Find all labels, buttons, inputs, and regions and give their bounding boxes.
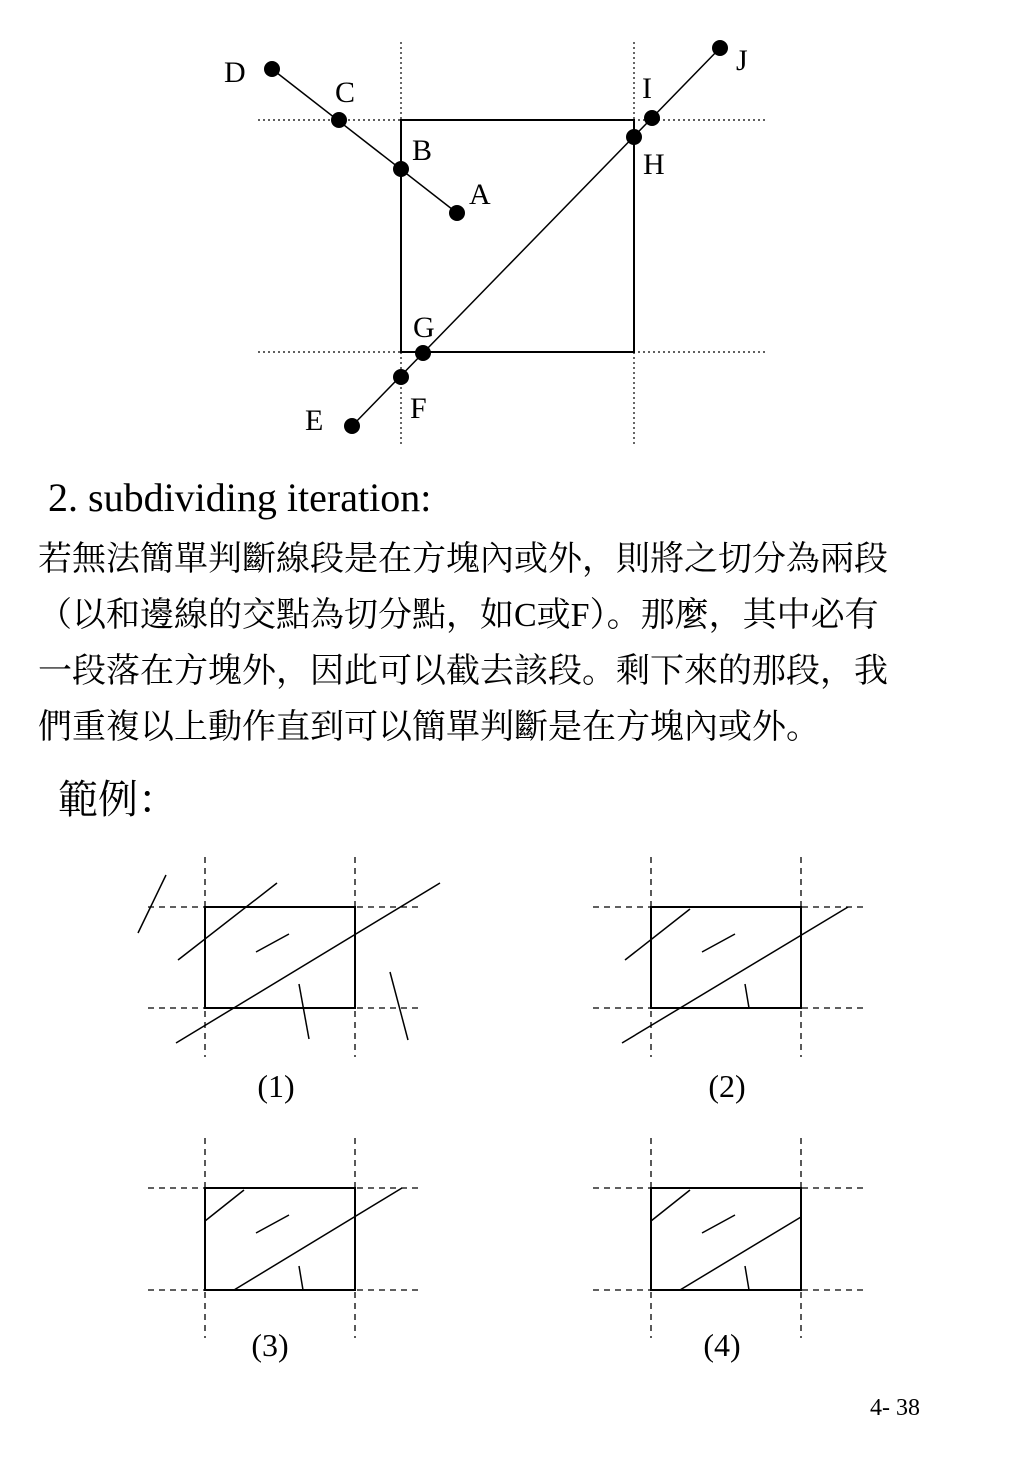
- paragraph-line: （以和邊線的交點為切分點，如C或F）。那麼，其中必有: [38, 597, 879, 634]
- section-heading: 2. subdividing iteration:: [48, 475, 432, 520]
- point-I: [644, 110, 660, 126]
- point-E: [344, 418, 360, 434]
- label-H: H: [643, 148, 665, 181]
- point-J: [712, 40, 728, 56]
- point-D: [264, 61, 280, 77]
- example-panel-1: [138, 857, 440, 1057]
- example-label: 範例：: [58, 777, 178, 822]
- label-J: J: [736, 44, 748, 77]
- label-G: G: [413, 311, 435, 344]
- paragraph-line: 若無法簡單判斷線段是在方塊內或外，則將之切分為兩段: [38, 541, 888, 578]
- label-F: F: [410, 392, 427, 425]
- explanation-paragraph: [38, 532, 998, 756]
- point-G: [415, 345, 431, 361]
- label-A: A: [469, 178, 491, 211]
- point-F: [393, 369, 409, 385]
- example-caption-2: (2): [708, 1068, 746, 1104]
- segment-EJ: [352, 48, 720, 426]
- example-panel-3: [148, 1138, 420, 1338]
- label-I: I: [642, 72, 652, 105]
- paragraph-line: 們重複以上動作直到可以簡單判斷是在方塊內或外。: [38, 709, 820, 746]
- example-caption-3: (3): [251, 1327, 289, 1363]
- point-C: [331, 112, 347, 128]
- label-B: B: [412, 134, 433, 167]
- example-caption-1: (1): [257, 1068, 295, 1104]
- clip-window: [401, 120, 634, 352]
- label-C: C: [335, 76, 356, 109]
- example-caption-4: (4): [703, 1327, 741, 1363]
- point-H: [626, 129, 642, 145]
- page-number: 4- 38: [870, 1395, 920, 1421]
- point-B: [393, 161, 409, 177]
- label-E: E: [305, 404, 324, 437]
- point-A: [449, 205, 465, 221]
- label-D: D: [224, 56, 246, 89]
- example-panel-4: [593, 1138, 867, 1338]
- example-panel-2: [593, 857, 867, 1057]
- paragraph-line: 一段落在方塊外，因此可以截去該段。剩下來的那段，我: [38, 653, 888, 690]
